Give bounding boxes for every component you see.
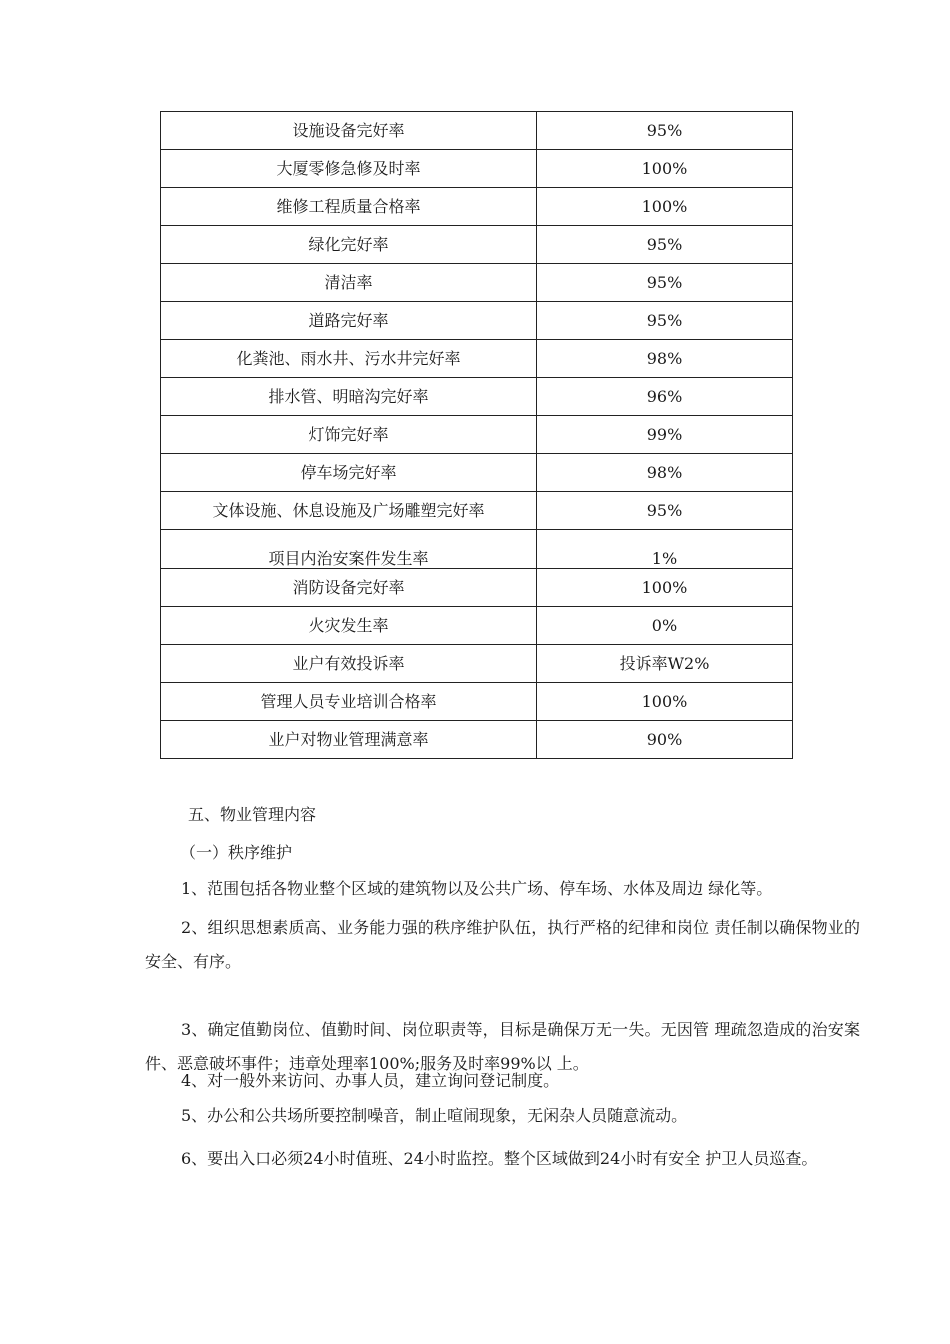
metric-value-cell: 95%: [537, 226, 793, 264]
table-row: [161, 492, 793, 530]
section-heading: 五、物业管理内容: [188, 805, 317, 824]
paragraph-1: 1、范围包括各物业整个区域的建筑物以及公共广场、停车场、水体及周边 绿化等。: [181, 879, 773, 898]
table-row: [161, 188, 793, 226]
metric-name-cell: 绿化完好率: [161, 226, 537, 264]
metric-value-cell: 96%: [537, 378, 793, 416]
metric-value-cell: 投诉率W2%: [537, 645, 793, 683]
metric-value-cell: 100%: [537, 188, 793, 226]
metric-value-cell: 95%: [537, 492, 793, 530]
table-row: [161, 340, 793, 378]
metric-name-cell: 业户对物业管理满意率: [161, 721, 537, 759]
metric-name-cell: 设施设备完好率: [161, 112, 537, 150]
table-row: [161, 226, 793, 264]
table-row: [161, 112, 793, 150]
table-row: [161, 378, 793, 416]
metrics-table-body: [161, 112, 793, 759]
paragraph-2: 2、组织思想素质高、业务能力强的秩序维护队伍，执行严格的纪律和岗位 责任制以确保物业的安全、有序。: [145, 918, 860, 971]
metric-name-cell: 停车场完好率: [161, 454, 537, 492]
metric-value-cell: 95%: [537, 112, 793, 150]
metric-name-cell: 维修工程质量合格率: [161, 188, 537, 226]
metric-name-cell: 大厦零修急修及时率: [161, 150, 537, 188]
table-row: [161, 150, 793, 188]
metric-value-cell: 98%: [537, 340, 793, 378]
paragraph-3: 3、确定值勤岗位、值勤时间、岗位职责等，目标是确保万无一失。无因管 理疏忽造成的治安案件、恶意破坏事件；违章处理率100%;服务及时率99%以 上。: [145, 1020, 860, 1073]
metric-name-cell: 排水管、明暗沟完好率: [161, 378, 537, 416]
table-row: [161, 607, 793, 645]
table-row: [161, 645, 793, 683]
metrics-table: [160, 111, 793, 759]
paragraph-6: 6、要出入口必须24小时值班、24小时监控。整个区域做到24小时有安全 护卫人员巡查。: [181, 1149, 818, 1168]
metric-name-cell: 化粪池、雨水井、污水井完好率: [161, 340, 537, 378]
metric-name-cell: 灯饰完好率: [161, 416, 537, 454]
metric-name-cell: 道路完好率: [161, 302, 537, 340]
metric-name-cell: 业户有效投诉率: [161, 645, 537, 683]
table-row: [161, 530, 793, 569]
metric-value-cell: 95%: [537, 302, 793, 340]
metric-value-cell: 95%: [537, 264, 793, 302]
metric-value-cell: 100%: [537, 683, 793, 721]
metric-name-cell: 消防设备完好率: [161, 569, 537, 607]
paragraph-4: 4、对一般外来访问、办事人员，建立询问登记制度。: [181, 1071, 560, 1090]
table-row: [161, 569, 793, 607]
metric-value-cell: 1%: [537, 530, 793, 569]
metric-name-cell: 管理人员专业培训合格率: [161, 683, 537, 721]
table-row: [161, 264, 793, 302]
table-row: [161, 454, 793, 492]
metric-value-cell: 98%: [537, 454, 793, 492]
table-row: [161, 302, 793, 340]
metric-name-cell: 火灾发生率: [161, 607, 537, 645]
table-row: [161, 416, 793, 454]
subsection-heading: （一）秩序维护: [180, 843, 293, 862]
table-row: [161, 683, 793, 721]
metric-name-cell: 项目内治安案件发生率: [161, 530, 537, 569]
metric-value-cell: 90%: [537, 721, 793, 759]
metric-value-cell: 100%: [537, 569, 793, 607]
metric-name-cell: 清洁率: [161, 264, 537, 302]
metric-value-cell: 100%: [537, 150, 793, 188]
metric-name-cell: 文体设施、休息设施及广场雕塑完好率: [161, 492, 537, 530]
paragraph-5: 5、办公和公共场所要控制噪音，制止喧闹现象，无闲杂人员随意流动。: [181, 1106, 688, 1125]
table-row: [161, 721, 793, 759]
metric-value-cell: 0%: [537, 607, 793, 645]
metric-value-cell: 99%: [537, 416, 793, 454]
